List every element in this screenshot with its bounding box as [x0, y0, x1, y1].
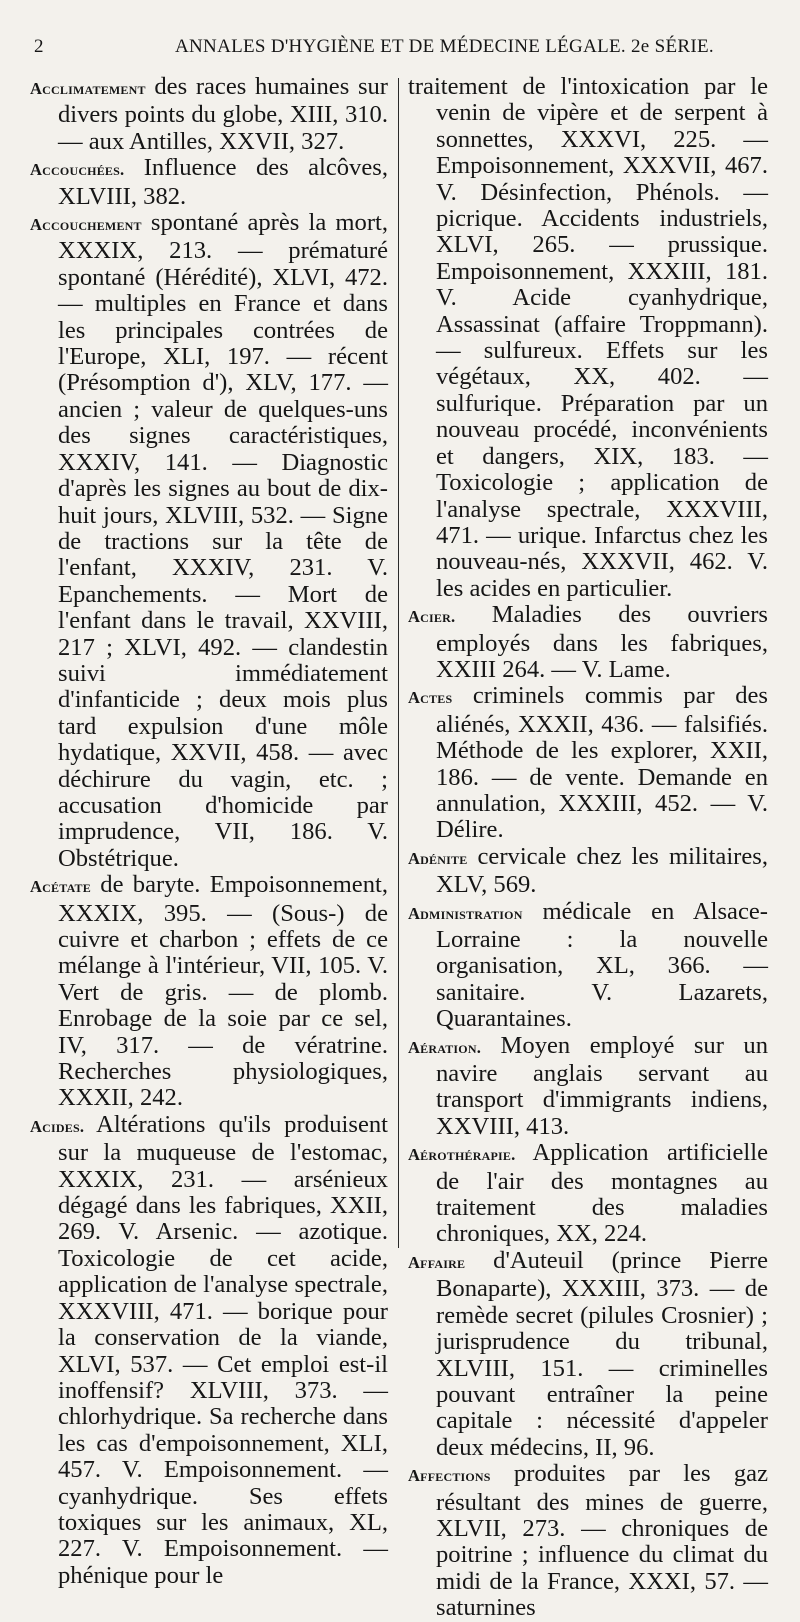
index-entry — [408, 1140, 768, 1248]
entry-headword: Administration — [408, 903, 523, 923]
index-entry-continuation — [408, 74, 768, 602]
entry-headword: Acides. — [30, 1116, 85, 1136]
index-entry — [30, 74, 388, 155]
entry-text: Altérations qu'ils produisent sur la muqueuse de l'estomac, XXXIX, 231. — arsénieux dégagé dans les fabriques, XXII, 269. V. Arsenic. — azotique. Toxicologie de cet acide, application de l'analyse spectrale, XXXVIII, 471. — borique pour la conservation de la viande, XLVI, 537. — Cet emploi est-il inoffensif? XLVIII, 373. — chlorhydrique. Sa recherche dans les cas d'empoisonnement, XLI, 457. V. Empoisonnement. — cyanhydrique. Ses effets toxiques sur les animaux, XL, 227. V. Empoisonnement. — phénique pour le — [58, 1110, 388, 1589]
entry-text: Influence des alcôves, XLVIII, 382. — [58, 154, 388, 210]
index-entry — [408, 844, 768, 899]
column-divider — [398, 78, 399, 1248]
entry-text: Moyen employé sur un navire anglais servant au transport d'immigrants indiens, XXVIII, 413. — [436, 1031, 768, 1140]
entry-text: traitement de l'intoxication par le venin de vipère et de serpent à sonnettes, XXXVI, 225. — Empoisonnement, XXXVII, 467. V. Désinfection, Phénols. — picrique. Accidents industriels, XLVI, 265. — prussique. Empoisonnement, XXXIII, 181. V. Acide cyanhydrique, Assassinat (affaire Troppmann). — sulfureux. Effets sur les végétaux, XX, 402. — sulfurique. Préparation par un nouveau procédé, inconvénients et dangers, XIX, 183. — Toxicologie ; application de l'analyse spectrale, XXXVIII, 471. — urique. Infarctus chez les nouveau-nés, XXXVII, 462. V. les acides en particulier. — [408, 73, 768, 602]
entry-headword: Actes — [408, 688, 453, 708]
index-entry — [30, 872, 388, 1112]
entry-text: spontané après la mort, XXXIX, 213. — prématuré spontané (Hérédité), XLVI, 472. — multiples en France et dans les principales contrées de l'Europe, XLI, 197. — récent (Présomption d'), XLV, 177. — ancien ; valeur de quelques-uns des signes caractéristiques, XXXIV, 141. — Diagnostic d'après les signes au bout de dix-huit jours, XLVIII, 532. — Signe de tractions sur la tête de l'enfant, XXXIV, 231. V. Epanchements. — Mort de l'enfant dans le travail, XXVIII, 217 ; XLVI, 492. — clandestin suivi immédiatement d'infanticide ; deux mois plus tard expulsion d'une môle hydatique, XXVII, 458. — avec déchirure du vagin, etc. ; accusation d'homicide par imprudence, VII, 186. V. Obstétrique. — [58, 209, 388, 872]
page-number: 2 — [34, 36, 44, 57]
index-entry — [408, 602, 768, 683]
entry-headword: Aérothérapie. — [408, 1145, 516, 1165]
index-entry — [30, 210, 388, 872]
entry-headword: Affections — [408, 1466, 491, 1486]
right-column — [408, 73, 768, 1622]
index-entry — [408, 899, 768, 1033]
index-entry — [408, 1248, 768, 1461]
entry-text: Maladies des ouvriers employés dans les fabriques, XXIII 264. — V. Lame. — [436, 601, 768, 683]
entry-text: médicale en Alsace-Lorraine : la nouvelle organisation, XL, 366. — sanitaire. V. Lazarets, Quarantaines. — [436, 897, 768, 1033]
entry-text: de baryte. Empoisonnement, XXXIX, 395. — (Sous-) de cuivre et charbon ; effets de ce mélange à l'intérieur, VII, 105. V. Vert de gris. — de plomb. Enrobage de la soie par ce sel, IV, 317. — de vératrine. Recherches physiologiques, XXXII, 242. — [58, 871, 388, 1112]
entry-headword: Acclimatement — [30, 79, 146, 98]
entry-text: produites par les gaz résultant des mines de guerre, XLVII, 273. — chroniques de poitrine ; influence du climat du midi de la France, XXXI, 57. — saturnines — [436, 1460, 768, 1622]
entry-text: cervicale chez les militaires, XLV, 569. — [436, 842, 768, 899]
entry-text: criminels commis par des aliénés, XXXII, 436. — falsifiés. Méthode de les explorer, XXII, 186. — de vente. Demande en annulation, XXXIII, 452. — V. Délire. — [436, 682, 768, 844]
entry-text: Application artificielle de l'air des montagnes au traitement des maladies chroniques, XX, 224. — [436, 1139, 768, 1248]
index-entry — [408, 683, 768, 843]
entry-headword: Aération. — [408, 1037, 482, 1057]
entry-headword: Accouchées. — [30, 160, 125, 180]
entry-headword: Acier. — [408, 607, 456, 627]
index-entry — [408, 1461, 768, 1621]
index-entry — [30, 1112, 388, 1589]
left-column — [30, 73, 388, 1589]
running-title: ANNALES D'HYGIÈNE ET DE MÉDECINE LÉGALE. 2e SÉRIE. — [175, 36, 714, 57]
entry-headword: Acétate — [30, 877, 91, 897]
index-entry — [408, 1033, 768, 1141]
entry-headword: Accouchement — [30, 215, 142, 235]
entry-text: d'Auteuil (prince Pierre Bonaparte), XXXIII, 373. — de remède secret (pilules Crosnier) ; jurisprudence du tribunal, XLVIII, 151. — criminelles pouvant entraîner la peine capitale : nécessité d'appeler deux médecins, II, 96. — [436, 1246, 768, 1461]
entry-headword: Affaire — [408, 1252, 466, 1272]
entry-headword: Adénite — [408, 848, 468, 868]
index-entry — [30, 155, 388, 210]
page-header — [30, 36, 770, 66]
entry-text: des races humaines sur divers points du globe, XIII, 310. — aux Antilles, XXVII, 327. — [58, 73, 388, 155]
